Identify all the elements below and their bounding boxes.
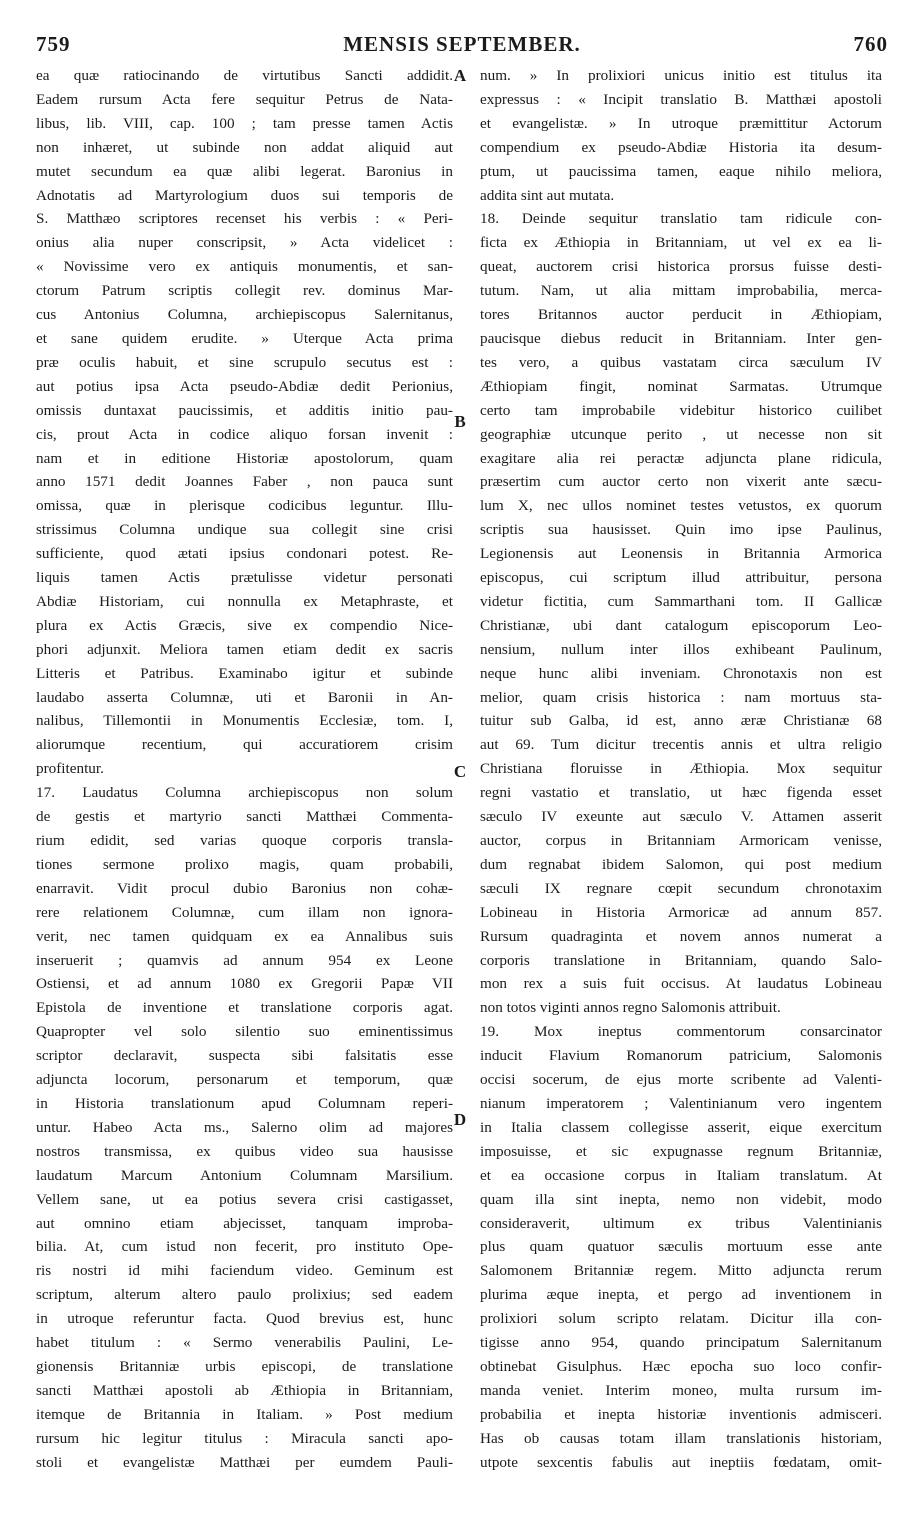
text-line: Litteris et Patribus. Examinabo igitur et subinde	[36, 664, 453, 682]
text-line: Epistola de inventione et translatione corporis agat.	[36, 999, 453, 1017]
text-line: et sane quidem erudite. » Uterque Acta prima	[36, 329, 453, 347]
text-line: Salomonem Britanniæ regem. Mitto adjuncta rerum	[480, 1262, 882, 1280]
text-line: inseruerit ; quamvis ad annum 954 ex Leone	[36, 951, 453, 969]
text-line: Lobineau in Historia Armoricæ ad annum 857.	[480, 903, 882, 921]
text-line: ptum, ut paucissima tamen, eaque nihilo meliora,	[480, 162, 882, 180]
page-header	[36, 32, 888, 60]
text-line: cus Antonius Columna, archiepiscopus Salernitanus,	[36, 306, 453, 324]
text-line: profitentur.	[36, 760, 104, 778]
page-number-right: 760	[853, 32, 888, 56]
text-line: occisi socerum, de ejus morte scribente ad Valenti-	[480, 1071, 882, 1089]
text-line: scriptor declaravit, suspecta sibi falsitatis esse	[36, 1047, 453, 1065]
text-line: probabilia et inepta historiæ inventionis admisceri.	[480, 1405, 882, 1423]
text-line: rursum hic legitur titulus : Miracula sancti apo-	[36, 1429, 453, 1447]
text-line: prolixiori solum scripto relatam. Dicitur illa con-	[480, 1310, 882, 1328]
margin-marker-b: B	[454, 412, 466, 431]
text-line: anno 1571 dedit Joannes Faber , non pauca sunt	[36, 473, 453, 491]
running-head: MENSIS SEPTEMBER.	[343, 32, 581, 56]
text-line: 19. Mox ineptus commentorum consarcinator	[480, 1023, 882, 1041]
text-line: Æthiopiam fingit, nominat Sarmatas. Utrumque	[480, 377, 882, 395]
text-line: sæculo IV exeunte aut sæculo V. Attamen asserit	[480, 808, 882, 826]
text-line: in utroque referuntur facta. Quod brevius est, hunc	[36, 1310, 453, 1328]
text-line: quam illa sint inepta, nemo non videbit, modo	[480, 1190, 882, 1208]
margin-marker-a: A	[453, 66, 467, 85]
text-line: dum regnabat ibidem Salomon, qui post medium	[480, 855, 882, 873]
text-line: rere relationem Columnæ, cum illam non ignora-	[36, 903, 453, 921]
text-line: neque hunc alibi inveniam. Chronotaxis non est	[480, 664, 882, 682]
left-column	[36, 64, 453, 1474]
text-line: Christiana floruisse in Æthiopia. Mox sequitur	[480, 760, 882, 778]
text-line: ctorum Patrum scriptis collegit rev. dominus Mar-	[36, 282, 453, 300]
text-line: stoli et evangelistæ Matthæi per eumdem Pauli-	[36, 1453, 453, 1471]
text-line: plus quam quatuor sæculis mortuum esse ante	[480, 1238, 882, 1256]
text-line: sancti Matthæi apostoli ab Æthiopia in Britanniam,	[36, 1381, 453, 1399]
text-line: aut omnino etiam abjecisset, tanquam improba-	[36, 1214, 453, 1232]
text-line: Christianæ, ubi dant catalogum episcoporum Leo-	[480, 616, 882, 634]
text-line: ea quæ ratiocinando de virtutibus Sancti addidit.	[36, 67, 453, 84]
text-line: tores Britannos auctor perducit in Æthiopiam,	[480, 306, 882, 324]
text-line: queat, auctorem crisi historica prorsus fuisse desti-	[480, 258, 882, 276]
text-line: libus, lib. VIII, cap. 100 ; tam presse tamen Actis	[36, 114, 453, 132]
text-line: non inhæret, ut subinde non addat aliquid aut	[36, 138, 453, 156]
text-line: præsertim cum auctor certo non vixerit ante sæcu-	[480, 473, 882, 491]
text-line: addita sint aut mutata.	[480, 186, 615, 204]
text-line: nianum imperatorem ; Valentinianum vero ingentem	[480, 1094, 882, 1112]
text-line: Legionensis aut Leonensis in Britannia Armorica	[480, 545, 882, 563]
text-line: laudabo asserta Columnæ, uti et Baronii in An-	[36, 688, 453, 706]
text-line: scriptis sua hausisset. Quin imo ipse Paulinus,	[480, 521, 882, 539]
text-line: in Historia translationum apud Columnam reperi-	[36, 1094, 453, 1112]
text-line: lum X, nec ullos nominet testes vetustos, ex quorum	[480, 497, 882, 515]
text-line: tes vero, a quibus vastatam circa sæculum IV	[480, 353, 882, 371]
text-line: Abdiæ Historiam, cui nonnulla ex Metaphraste, et	[36, 592, 453, 610]
text-line: præ oculis habuit, et sine scrupulo secutus est :	[36, 353, 453, 371]
text-line: geographiæ utcunque perito , ut necesse non sit	[480, 425, 882, 443]
margin-marker-d: D	[453, 1110, 467, 1129]
text-line: habet titulum : « Sermo venerabilis Paulini, Le-	[36, 1334, 453, 1352]
text-line: mutet secundum ea quæ alibi legerat. Baronius in	[36, 162, 453, 180]
right-column	[480, 64, 882, 1474]
text-line: aut potius ipsa Acta pseudo-Abdiæ dedit Perionius,	[36, 377, 453, 395]
text-line: cis, prout Acta in codice aliquo forsan invenit :	[36, 425, 453, 443]
text-line: Eadem rursum Acta fere sequitur Petrus de Nata-	[36, 90, 453, 108]
text-line: ficta ex Æthiopia in Britanniam, ut vel ex ea li-	[480, 234, 882, 252]
text-line: Rursum quadraginta et novem annos numerat a	[480, 927, 882, 945]
text-line: Adnotatis ad Martyrologium duos sui temporis de	[36, 186, 453, 204]
text-line: paucisque diebus reducit in Britanniam. Inter gen-	[480, 329, 882, 347]
text-line: auctor, corpus in Britanniam Armoricam venisse,	[480, 832, 882, 849]
text-line: ris nostri id mihi faciendum video. Geminum est	[36, 1262, 453, 1280]
text-line: consideraverit, ultimum ex tribus Valentinianis	[480, 1214, 882, 1232]
text-line: mon rex a suis fuit occisus. At laudatus Lobineau	[480, 975, 882, 993]
text-line: nensium, nullum inter illos exhibeant Paulinum,	[480, 640, 882, 658]
text-line: sufficiente, quod ætati ipsius condonari potest. Re-	[36, 545, 453, 563]
text-line: episcopus, cui scriptum illud attribuitur, persona	[480, 569, 882, 587]
page-number-left: 759	[36, 32, 71, 56]
text-line: inducit Flavium Romanorum patricium, Salomonis	[480, 1047, 882, 1065]
text-line: « Novissime vero ex antiquis monumentis, et san-	[36, 258, 453, 276]
text-line: nam et in editione Historiæ apostolorum, quam	[36, 449, 453, 467]
text-line: utpote sexcentis fabulis aut ineptiis fœdatam, omit-	[480, 1453, 882, 1471]
text-line: melior, quam crisis historica : nam mortuus sta-	[480, 688, 882, 706]
text-line: et evangelistæ. » In utroque præmittitur Actorum	[480, 114, 882, 132]
text-line: strissimus Columna undique sua collegit sine crisi	[36, 521, 453, 539]
text-line: tutum. Nam, ut alia mittam improbabilia, merca-	[480, 282, 882, 300]
text-line: num. » In prolixiori unicus initio est titulus ita	[480, 67, 882, 84]
text-line: tiones sermone prolixo magis, quam probabili,	[36, 855, 453, 873]
text-line: sæculi IX regnare cœpit secundum chronotaxim	[480, 879, 882, 897]
text-line: tuitur sub Galba, id est, anno æræ Christianæ 68	[480, 712, 882, 730]
text-line: enarravit. Vidit procul dubio Baronius non cohæ-	[36, 879, 453, 897]
text-line: obtinebat Gisulphus. Hæc epocha suo loco confir-	[480, 1357, 882, 1375]
text-line: nostros transmissa, ex quibus video sua hausisse	[36, 1142, 453, 1160]
text-line: omissis duntaxat paucissimis, et additis initio pau-	[36, 401, 453, 419]
text-line: certo tam improbabile videbitur historico cuilibet	[480, 401, 882, 419]
text-line: omissa, quæ in plerisque codicibus leguntur. Illu-	[36, 497, 453, 515]
text-line: bilia. At, cum istud non fecerit, pro instituto Ope-	[36, 1238, 453, 1256]
text-line: gionensis Britanniæ urbis episcopi, de translatione	[36, 1357, 453, 1375]
text-line: et ea occasione corpus in Italiam translatum. At	[480, 1166, 882, 1184]
text-line: onius alia nuper conscripsit, » Acta videlicet :	[36, 234, 453, 252]
text-line: plura ex Actis Græcis, sive ex compendio Nice-	[36, 616, 453, 634]
text-line: 17. Laudatus Columna archiepiscopus non solum	[36, 784, 453, 802]
text-line: aliorumque recentium, qui accuratiorem crisim	[36, 736, 453, 754]
text-line: exagitare alia rei peractæ adjuncta plane ridicula,	[480, 449, 882, 467]
text-line: Vellem sane, ut ea potius severa crisi castigasset,	[36, 1190, 453, 1208]
text-line: non totos viginti annos regno Salomonis attribuit.	[480, 999, 781, 1017]
text-line: aut 69. Tum dicitur trecentis annis et ultra religio	[480, 736, 882, 754]
text-line: phori adjunxit. Meliora tamen etiam dedit ex sacris	[36, 640, 453, 658]
text-line: scriptum, alterum altero paulo prolixius; sed eadem	[36, 1286, 453, 1304]
text-line: manda veniet. Interim moneo, multa rursum im-	[480, 1381, 882, 1399]
margin-marker-c: C	[453, 762, 467, 781]
text-line: compendium ex pseudo-Abdiæ Historia ita desum-	[480, 138, 882, 156]
text-line: tigisse anno 954, quando principatum Salernitanum	[480, 1334, 882, 1352]
text-line: Quapropter vel solo silentio suo eminentissimus	[36, 1023, 453, 1041]
text-line: in Italia classem collegisse asserit, eique exercitum	[480, 1118, 882, 1136]
text-line: rium edidit, sed varias quoque corporis transla-	[36, 832, 453, 849]
text-line: itemque de Britannia in Italiam. » Post medium	[36, 1405, 453, 1423]
text-line: liquis tamen Actis prætulisse videtur personati	[36, 569, 453, 587]
text-line: videtur fictitia, cum Sammarthani tom. II Gallicæ	[480, 592, 882, 610]
text-line: imposuisse, et sic expugnasse regnum Britanniæ,	[480, 1142, 882, 1160]
text-line: plurima æque inepta, et pergo ad inventionem in	[480, 1286, 882, 1304]
text-line: untur. Habeo Acta ms., Salerno olim ad majores	[36, 1118, 453, 1136]
text-line: Has ob causas totam illam translationis historiam,	[480, 1429, 882, 1447]
text-line: expressus : « Incipit translatio B. Matthæi apostoli	[480, 90, 882, 108]
text-line: regni vastatio et translatio, ut hæc figenda esset	[480, 784, 882, 802]
text-line: adjuncta locorum, personarum et temporum, quæ	[36, 1071, 453, 1089]
text-line: nalibus, Tillemontii in Monumentis Ecclesiæ, tom. I,	[36, 712, 453, 730]
text-line: verit, nec tamen quidquam ex ea Annalibus suis	[36, 927, 453, 945]
text-line: 18. Deinde sequitur translatio tam ridicule con-	[480, 210, 882, 228]
text-line: corporis translatione in Britanniam, quando Salo-	[480, 951, 882, 969]
text-line: laudatum Marcum Antonium Columnam Marsilium.	[36, 1166, 453, 1184]
text-line: de gestis et martyrio sancti Matthæi Commenta-	[36, 808, 453, 826]
text-line: S. Matthæo scriptores recenset his verbis : « Peri-	[36, 210, 453, 228]
text-line: Ostiensi, et ad annum 1080 ex Gregorii Papæ VII	[36, 975, 453, 993]
